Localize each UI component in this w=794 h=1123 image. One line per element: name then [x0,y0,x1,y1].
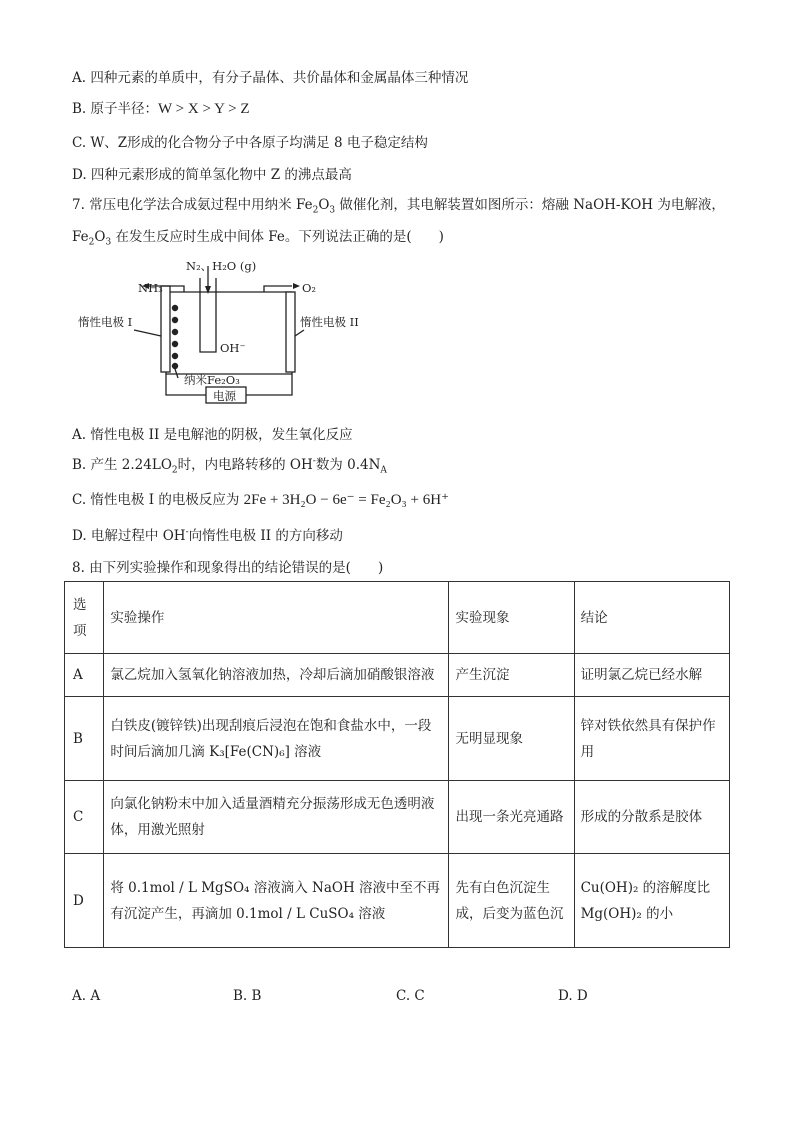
row-d-operation: 将 0.1mol / L MgSO₄ 溶液滴入 NaOH 溶液中至不再有沉淀产生，再滴加 0.1mol / L CuSO₄ 溶液 [104,854,449,948]
q7-opt-b-sup: - [312,456,316,467]
row-c-operation: 向氯化钠粉末中加入适量酒精充分振荡形成无色透明液体，用激光照射 [104,781,449,854]
q7-opt-d-sup: - [185,527,189,538]
row-a-phenomenon: 产生沉淀 [449,654,574,697]
q6-option-b-prefix: B. 原子半径： [72,101,159,117]
q7-stem2-mid: O [94,229,106,245]
q6-option-c: C. W、Z形成的化合物分子中各原子均满足 8 电子稳定结构 [72,135,428,151]
table-row [65,854,730,948]
row-a-conclusion: 证明氯乙烷已经水解 [574,654,729,697]
answer-b: B. B [233,988,262,1004]
header-phenomenon: 实验现象 [449,582,574,654]
row-b-operation: 白铁皮(镀锌铁)出现刮痕后浸泡在饱和食盐水中，一段时间后滴加几滴 K₃[Fe(CN)₆] 溶液 [104,697,449,781]
header-conclusion: 结论 [574,582,729,654]
header-option: 选项 [65,582,104,654]
q7-stem1-mid: O [318,197,330,213]
left-label-line [134,330,161,336]
figure-left-electrode-label: 惰性电极 I [78,315,133,329]
figure-power-label: 电源 [213,389,236,403]
q7-opt-b-sub: 2 [171,465,178,476]
figure-catalyst-label: 纳米Fe₂O₃ [184,373,240,387]
table-row [65,654,730,697]
row-b-phenomenon: 无明显现象 [449,697,574,781]
row-a-option: A [65,654,104,697]
q7-option-b [72,453,387,476]
row-a-operation: 氯乙烷加入氢氧化钠溶液加热，冷却后滴加硝酸银溶液 [104,654,449,697]
table-row [65,781,730,854]
q7-stem1-a: 7. 常压电化学法合成氨过程中用纳米 Fe [72,197,313,213]
row-b-conclusion: 锌对铁依然具有保护作用 [574,697,729,781]
figure-top-label: N₂、H₂O (g) [186,259,257,273]
q7-opt-c-math: 2Fe + 3H₂O − 6e⁻ = Fe₂O₃ + 6H⁺ [243,492,449,508]
figure-nh3-label: NH₃ [138,281,163,295]
q7-stem2-sub2: 3 [105,237,112,248]
table-row [65,697,730,781]
answer-c: C. C [396,988,425,1004]
catalyst-particles [172,305,178,369]
header-operation: 实验操作 [104,582,449,654]
q7-opt-b-sub2: A [380,465,387,476]
figure-oh-label: OH⁻ [220,341,246,355]
right-label-line [295,330,304,336]
q6-option-b-math: W > X > Y > Z [158,101,250,117]
electrolysis-apparatus-figure [74,250,384,415]
q7-stem2-a: Fe [72,229,89,245]
q7-opt-b-a: B. 产生 2.24LO [72,457,172,473]
q7-stem1-sub1: 2 [312,205,319,216]
right-electrode [286,292,295,372]
q7-opt-d-b: 向惰性电极 II 的方向移动 [188,528,343,544]
inlet-arrow-head [205,286,211,294]
figure-o2-label: O₂ [302,281,317,295]
q7-stem-line2 [72,225,444,248]
q6-option-a: A. 四种元素的单质中，有分子晶体、共价晶体和金属晶体三种情况 [72,70,469,86]
cell-body [166,292,292,374]
q6-option-d: D. 四种元素形成的简单氢化物中 Z 的沸点最高 [72,167,352,183]
q7-option-d [72,524,343,544]
row-d-phenomenon: 先有白色沉淀生成，后变为蓝色沉 [449,854,574,948]
q7-opt-d-a: D. 电解过程中 OH [72,528,186,544]
answer-a: A. A [72,988,101,1004]
left-electrode [161,286,170,372]
q7-stem2-b: 在发生反应时生成中间体 Fe。下列说法正确的是( ) [111,229,444,245]
q7-option-c [72,488,449,509]
figure-right-electrode-label: 惰性电极 II [300,315,359,329]
q7-option-a: A. 惰性电极 II 是电解池的阴极，发生氧化反应 [72,427,353,443]
q7-stem1-sub2: 3 [329,205,336,216]
q6-option-b [72,97,250,118]
o2-outlet [264,286,292,292]
row-d-option: D [65,854,104,948]
o2-arrow-head [293,283,300,289]
q7-stem1-b: 做催化剂，其电解装置如图所示：熔融 NaOH-KOH 为电解液， [335,197,725,213]
wire-right [246,374,292,395]
q7-stem-line1 [72,193,725,216]
row-c-conclusion: 形成的分散系是胶体 [574,781,729,854]
q7-opt-b-c: 数为 0.4N [315,457,381,473]
row-b-option: B [65,697,104,781]
table-header-row [65,582,730,654]
q7-stem2-sub1: 2 [88,237,95,248]
experiment-table [64,581,730,948]
q7-opt-b-b: 时，内电路转移的 OH [177,457,313,473]
q8-stem: 8. 由下列实验操作和现象得出的结论错误的是( ) [72,560,384,576]
q7-opt-c-prefix: C. 惰性电极 I 的电极反应为 [72,492,244,508]
row-c-phenomenon: 出现一条光亮通路 [449,781,574,854]
row-c-option: C [65,781,104,854]
answer-d: D. D [558,988,588,1004]
row-d-conclusion: Cu(OH)₂ 的溶解度比 Mg(OH)₂ 的小 [574,854,729,948]
